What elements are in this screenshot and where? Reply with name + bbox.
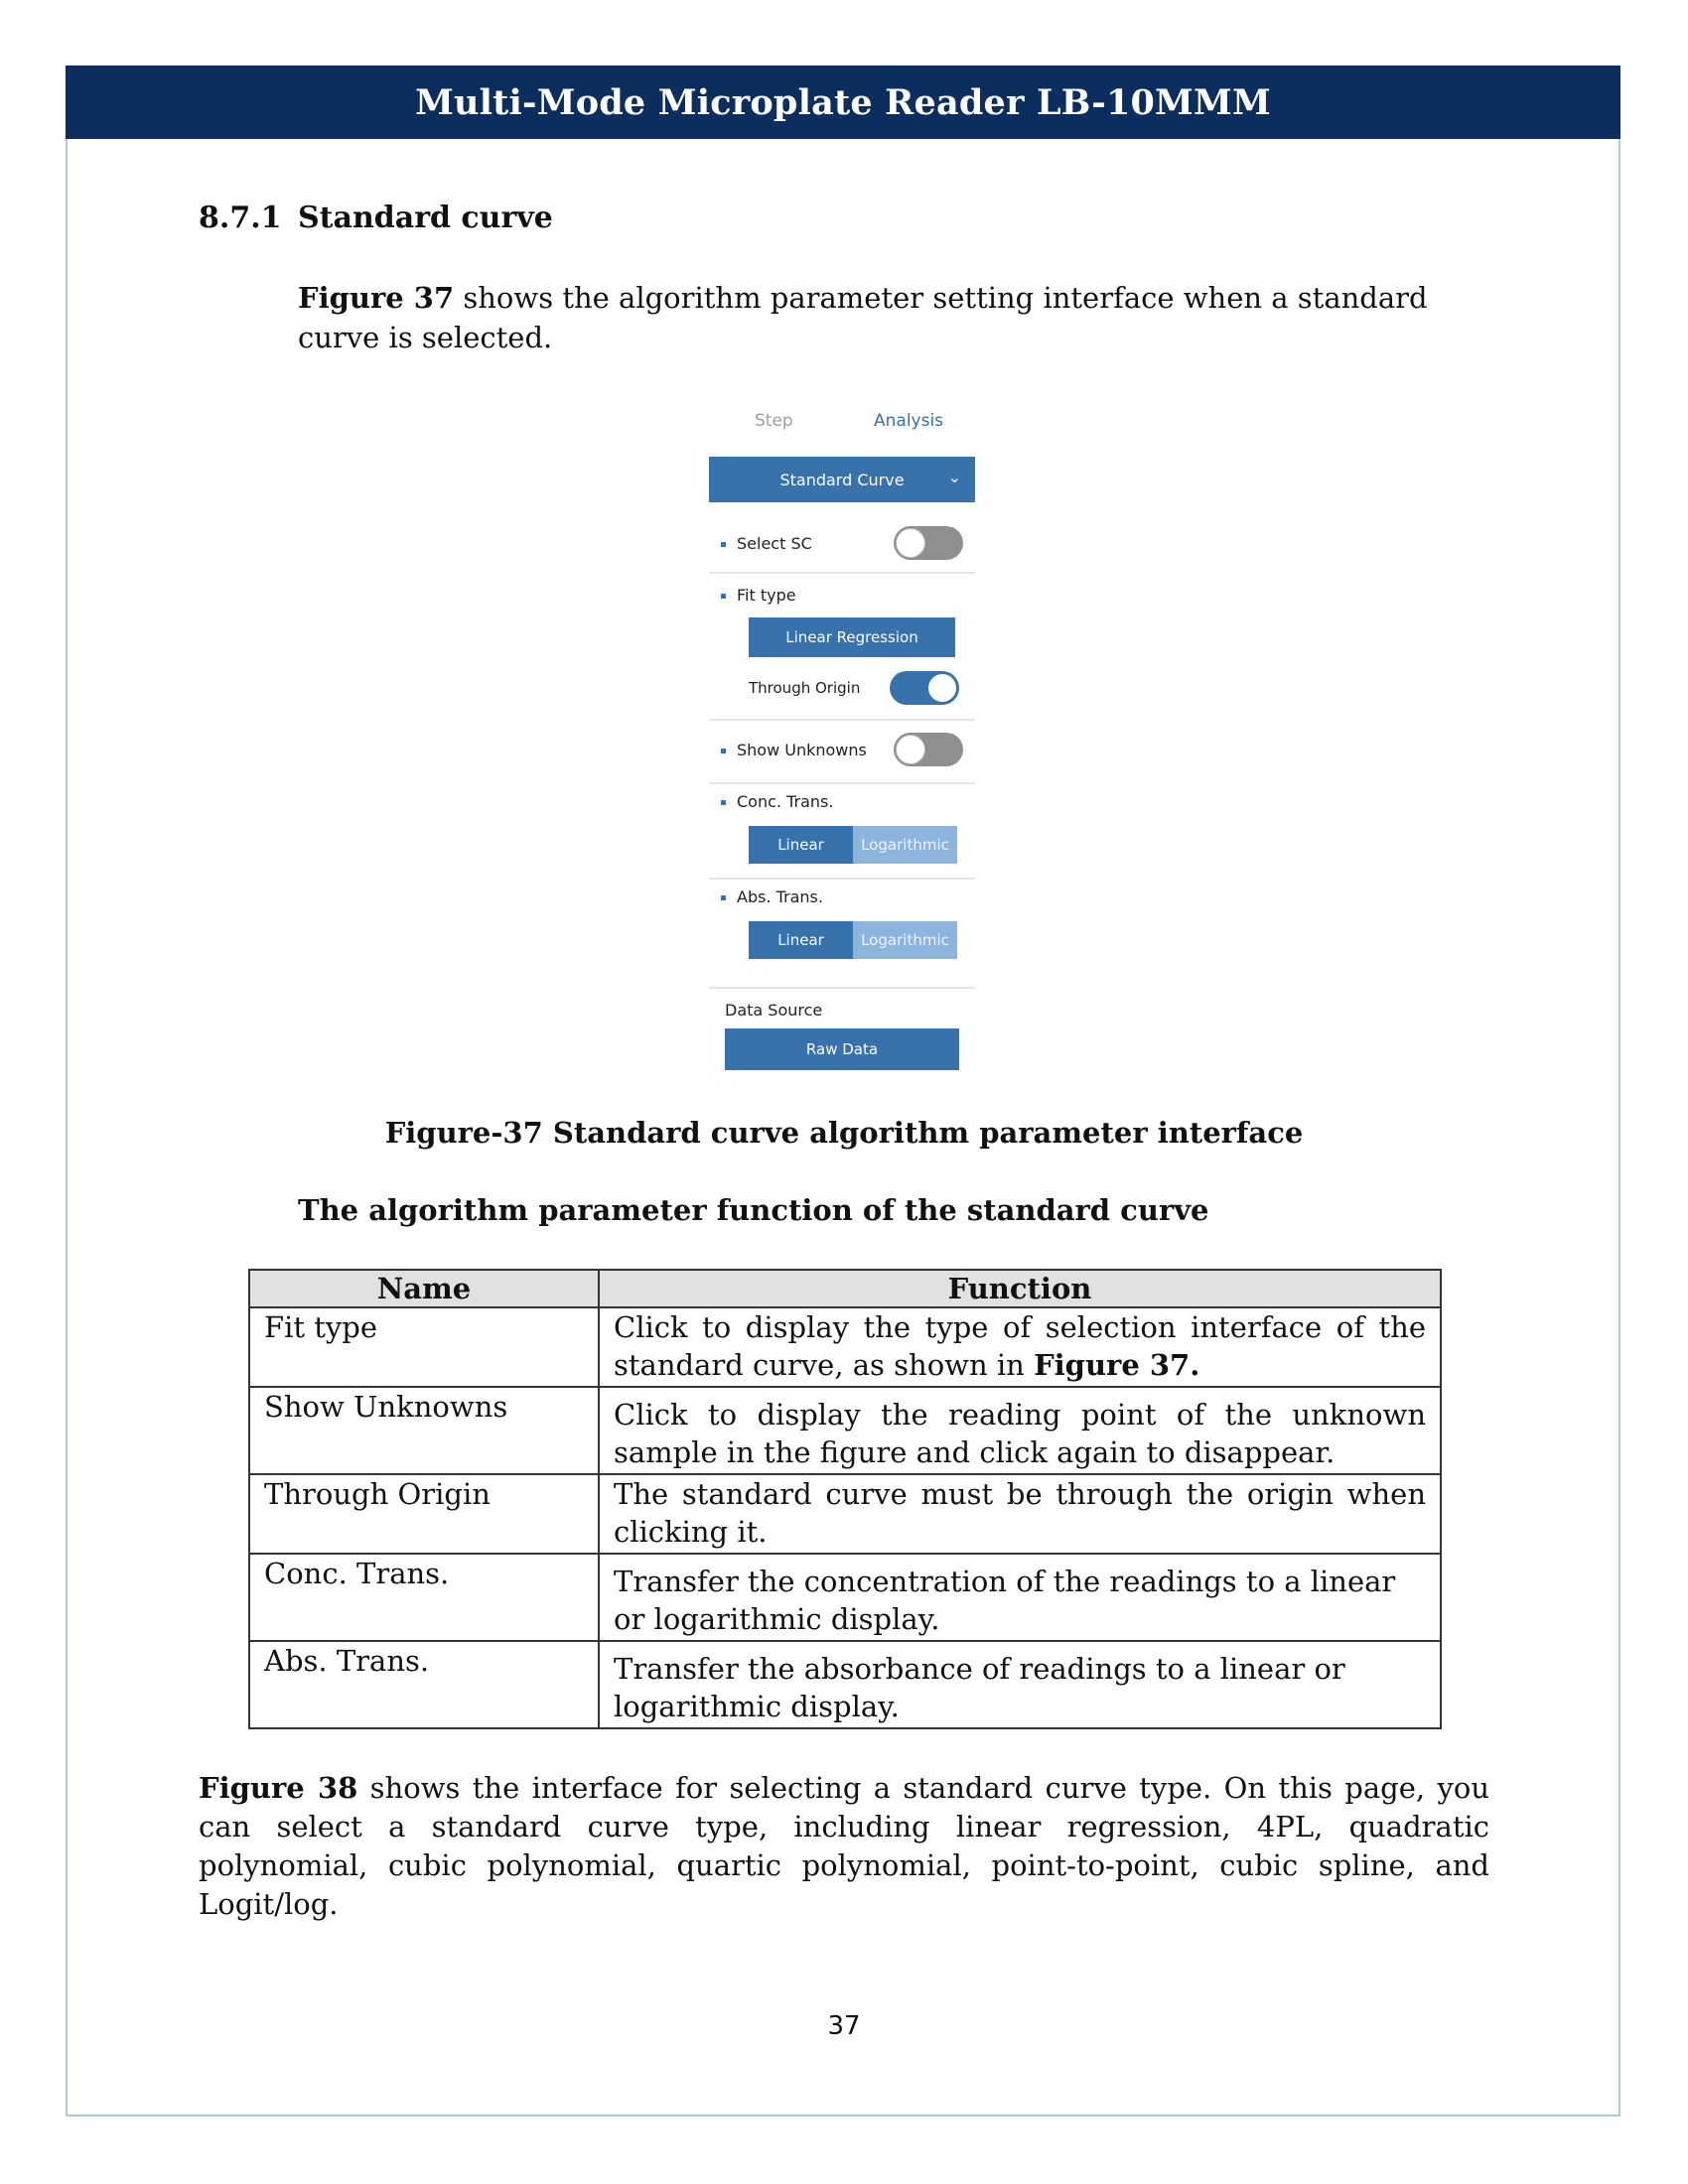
tab-analysis[interactable]: Analysis (874, 411, 944, 431)
standard-curve-settings-figure (707, 391, 975, 1076)
column-header-name: Name (249, 1270, 599, 1307)
cell-function: Transfer the concentration of the readings to a linear or logarithmic display. (599, 1554, 1441, 1641)
conc-trans-logarithmic-option[interactable]: Logarithmic (853, 826, 957, 864)
section-heading (199, 201, 553, 235)
conc-trans-linear-option[interactable]: Linear (749, 826, 853, 864)
toggle-knob (896, 735, 925, 764)
cell-function: The standard curve must be through the origin when clicking it. (599, 1474, 1441, 1554)
cell-name: Through Origin (249, 1474, 599, 1554)
cell-name: Fit type (249, 1307, 599, 1387)
intro-text: shows the algorithm parameter setting interface when a standard curve is selected. (298, 281, 1428, 354)
table-title: The algorithm parameter function of the standard curve (298, 1193, 1209, 1227)
show-unknowns-label: Show Unknowns (737, 741, 867, 759)
divider (709, 719, 975, 721)
cell-name: Show Unknowns (249, 1387, 599, 1474)
tab-bar (707, 391, 975, 445)
section-number: 8.7.1 (199, 201, 282, 235)
bullet-icon (721, 895, 726, 900)
abs-trans-label: Abs. Trans. (737, 887, 823, 906)
cell-function-text: Click to display the type of selection interface of the standard curve, as shown in (614, 1310, 1426, 1382)
document-title: Multi-Mode Microplate Reader LB-10MMM (415, 81, 1271, 123)
data-source-label: Data Source (725, 1001, 823, 1020)
parameter-table (248, 1269, 1442, 1729)
closing-paragraph (199, 1769, 1489, 1924)
cell-function: Transfer the absorbance of readings to a linear or logarithmic display. (599, 1641, 1441, 1728)
intro-figure-ref: Figure 37 (298, 281, 455, 315)
fit-type-button-label: Linear Regression (785, 628, 918, 646)
conc-trans-label: Conc. Trans. (737, 792, 834, 811)
fit-type-button[interactable] (749, 617, 955, 657)
page-number: 37 (827, 2011, 861, 2041)
cell-function-figure-ref: Figure 37. (1034, 1348, 1200, 1382)
bullet-icon (721, 594, 726, 599)
table-row (249, 1641, 1441, 1728)
table-row (249, 1554, 1441, 1641)
abs-trans-linear-option[interactable]: Linear (749, 921, 853, 959)
raw-data-button[interactable] (725, 1028, 959, 1070)
cell-name: Conc. Trans. (249, 1554, 599, 1641)
table-header-row (249, 1270, 1441, 1307)
fit-type-label: Fit type (737, 586, 796, 605)
conc-trans-segmented-control (749, 826, 957, 864)
bullet-icon (721, 542, 726, 547)
cell-function (599, 1307, 1441, 1387)
through-origin-label: Through Origin (749, 679, 861, 697)
show-unknowns-toggle[interactable] (894, 733, 963, 766)
chevron-down-icon: ⌄ (947, 468, 961, 486)
select-sc-toggle[interactable] (894, 526, 963, 560)
cell-name: Abs. Trans. (249, 1641, 599, 1728)
select-sc-label: Select SC (737, 534, 812, 553)
intro-paragraph (298, 278, 1489, 357)
bullet-icon (721, 800, 726, 805)
through-origin-toggle[interactable] (890, 671, 959, 705)
divider (709, 878, 975, 880)
curve-type-dropdown[interactable] (709, 457, 975, 502)
closing-text: shows the interface for selecting a standard curve type. On this page, you can select a standard curve type, including linear regression, 4PL, quadratic polynomial, cubic polynomial, quartic polynomial, point-to-point, cubic spline, and Logit/log. (199, 1771, 1490, 1921)
tab-step[interactable]: Step (755, 411, 793, 431)
column-header-function: Function (599, 1270, 1441, 1307)
divider (709, 782, 975, 784)
curve-type-label: Standard Curve (779, 470, 905, 489)
abs-trans-logarithmic-option[interactable]: Logarithmic (853, 921, 957, 959)
bullet-icon (721, 749, 726, 753)
figure-caption: Figure-37 Standard curve algorithm parameter interface (384, 1116, 1304, 1150)
cell-function: Click to display the reading point of the unknown sample in the figure and click again to disappear. (599, 1387, 1441, 1474)
toggle-knob (927, 673, 957, 703)
divider (709, 572, 975, 574)
raw-data-button-label: Raw Data (805, 1040, 879, 1058)
table-row (249, 1307, 1441, 1387)
document-header (66, 66, 1620, 139)
table-row (249, 1474, 1441, 1554)
closing-figure-ref: Figure 38 (199, 1771, 358, 1805)
toggle-knob (896, 528, 925, 558)
divider (709, 987, 975, 989)
abs-trans-segmented-control (749, 921, 957, 959)
section-title: Standard curve (298, 201, 553, 235)
table-row (249, 1387, 1441, 1474)
